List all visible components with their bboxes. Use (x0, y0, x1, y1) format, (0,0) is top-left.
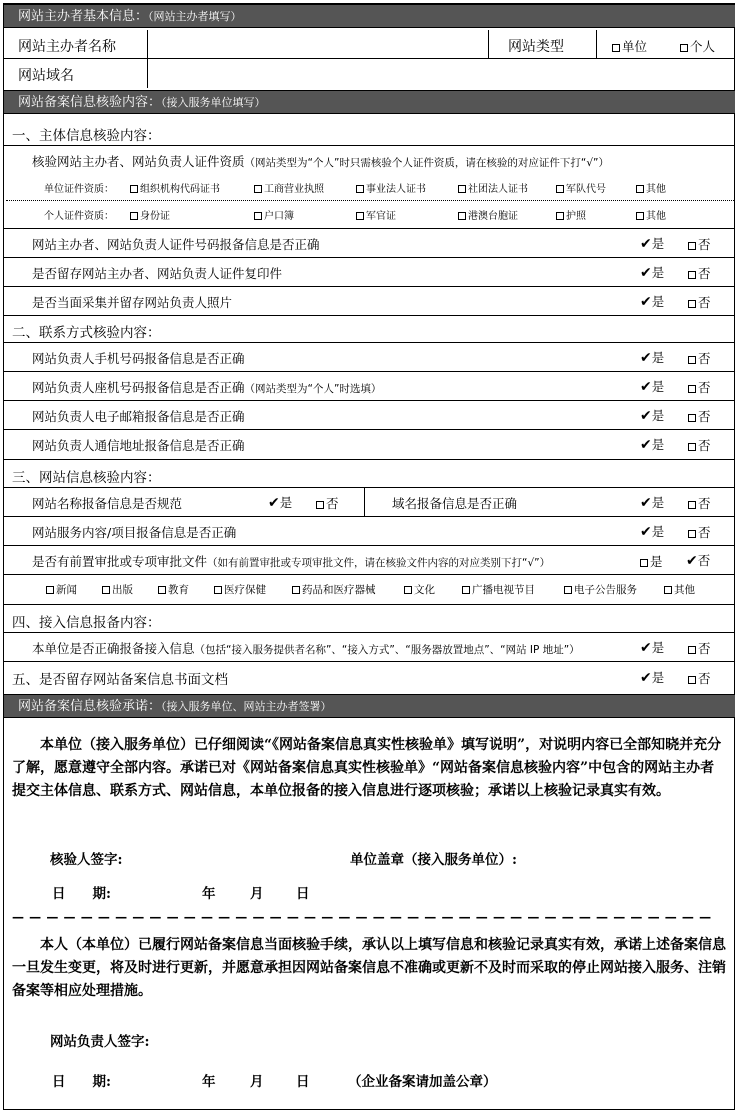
section-title: 网站主办者基本信息： (18, 9, 149, 24)
cut-divider: — — — — — — — — — — — — — — — — — — — — — — — — — — — — — — — — — — — — — — — — — (12, 910, 712, 924)
checkbox-icon (102, 586, 110, 594)
checkbox-icon (130, 185, 138, 193)
access-yes[interactable] (640, 638, 664, 656)
checkbox-option[interactable] (556, 207, 586, 222)
promise-paragraph-2: 本人（本单位）已履行网站备案信息当面核验手续，承认以上填写信息和核验记录真实有效，承诺上述备案信息一旦发生变更，将及时进行更新，并愿意承担因网站备案信息不准确或更新不及时而采取的停止网站接入服务、注销备案等相应处理措施。 (12, 937, 726, 999)
divider (4, 632, 735, 633)
checkbox-icon (292, 586, 300, 594)
checkbox-icon (556, 185, 564, 193)
domain-field[interactable] (148, 59, 734, 87)
no-label: 否 (698, 496, 711, 511)
yes-label: 是 (651, 350, 665, 365)
check-mark-icon: ✔ (640, 408, 652, 424)
approval-yes[interactable] (640, 552, 663, 570)
check-mark-icon: ✔ (640, 350, 652, 366)
option-label: 新闻 (56, 584, 77, 596)
checkbox-icon (664, 586, 672, 594)
check-row-label (32, 349, 245, 367)
option-label: 电子公告服务 (574, 584, 637, 596)
divider (4, 574, 735, 575)
option-label: 军官证 (366, 211, 396, 222)
no-option[interactable] (688, 407, 711, 425)
yes-label: 是 (651, 294, 665, 309)
checkbox-icon (688, 676, 696, 684)
checkbox-icon (688, 242, 696, 250)
no-option[interactable] (688, 293, 711, 311)
option-label: 广播电视节目 (472, 584, 535, 596)
owner-name-label: 网站主办者名称 (18, 39, 116, 55)
no-option[interactable] (688, 378, 711, 396)
checkbox-option[interactable] (404, 582, 435, 597)
checkbox-icon (556, 212, 564, 220)
section-note: （接入服务单位、网站主办者签署） (161, 700, 332, 713)
checkbox-option[interactable] (254, 180, 324, 195)
option-label: 文化 (414, 584, 435, 596)
no-label: 否 (698, 351, 711, 366)
checkbox-option[interactable] (292, 582, 376, 597)
checkbox-option[interactable] (636, 180, 666, 195)
no-label: 否 (698, 438, 711, 453)
check-row-label (32, 378, 381, 396)
domain-label: 网站域名 (18, 68, 74, 84)
no-label: 否 (698, 237, 711, 252)
section-header-owner-info (4, 4, 735, 28)
yes-label: 是 (651, 670, 665, 685)
check-mark-icon: ✔ (640, 524, 652, 540)
no-label: 否 (698, 380, 711, 395)
section-note: （接入服务单位填写） (161, 96, 266, 109)
checkbox-icon (462, 586, 470, 594)
checkbox-icon (214, 586, 222, 594)
checkbox-icon (316, 501, 324, 509)
divider (4, 286, 735, 287)
row-text: 网站负责人通信地址报备信息是否正确 (32, 438, 245, 453)
approval-row (32, 552, 550, 570)
no-option[interactable] (688, 235, 711, 253)
option-label: 组织机构代码证书 (140, 184, 220, 195)
divider (4, 429, 735, 430)
cert-check-text (32, 152, 609, 170)
type-person-option[interactable] (680, 37, 715, 55)
seal-note: （企业备案请加盖公章） (348, 1074, 497, 1090)
yes-option[interactable] (640, 406, 664, 424)
check-mark-icon: ✔ (640, 379, 652, 395)
checkbox-option[interactable] (158, 582, 189, 597)
section-title: 网站备案信息核验内容： (18, 95, 162, 110)
month-label-2: 月 (250, 1074, 264, 1090)
subject-heading: 一、主体信息核验内容： (12, 128, 161, 144)
promise-paragraph-1: 本单位（接入服务单位）已仔细阅读“《网站备案信息真实性核验单》填写说明”，对说明内容已全部知晓并充分了解，愿意遵守全部内容。承诺已对《网站备案信息真实性核验单》“网站备案信息核验内容”中包含的网站主办者提交主体信息、联系方式、网站信息，本单位报备的接入信息进行逐项核验；承诺以上核验记录真实有效。 (12, 737, 722, 799)
divider (4, 315, 735, 316)
checkbox-icon (680, 44, 688, 52)
approval-note: （如有前置审批或专项审批文件，请在核验文件内容的对应类别下打“√”） (207, 557, 551, 569)
option-label: 事业法人证书 (366, 184, 426, 195)
check-mark-icon: ✔ (640, 437, 652, 453)
no-label: 否 (698, 266, 711, 281)
option-label: 其他 (646, 184, 666, 195)
option-label: 个人 (690, 39, 716, 54)
section-title: 网站备案信息核验承诺： (18, 699, 162, 714)
yes-label: 是 (650, 554, 663, 569)
yes-label: 是 (651, 236, 665, 251)
check-mark-icon: ✔ (640, 495, 652, 511)
year-label-2: 年 (202, 1074, 216, 1090)
checkbox-icon (688, 414, 696, 422)
row-text: 是否留存网站主办者、网站负责人证件复印件 (32, 266, 283, 281)
divider (4, 516, 735, 517)
no-label: 否 (698, 295, 711, 310)
no-option[interactable] (688, 264, 711, 282)
option-label: 药品和医疗器械 (302, 584, 376, 596)
option-label: 护照 (566, 211, 586, 222)
checkbox-icon (636, 212, 644, 220)
option-label: 身份证 (140, 211, 170, 222)
yes-option[interactable] (640, 263, 664, 281)
unit-cert-label: 单位证件资质： (44, 184, 114, 195)
service-row-label: 网站服务内容/项目报备信息是否正确 (32, 525, 237, 540)
divider (4, 257, 735, 258)
divider (4, 145, 735, 146)
check-mark-icon: ✔ (640, 670, 652, 686)
site-name-row-label: 网站名称报备信息是否规范 (32, 496, 183, 511)
yes-label: 是 (651, 524, 665, 539)
day-label: 日 (296, 886, 310, 902)
check-mark-icon: ✔ (686, 553, 698, 569)
row-text: 网站负责人电子邮箱报备信息是否正确 (32, 409, 245, 424)
divider (4, 371, 735, 372)
option-label: 医疗保健 (224, 584, 266, 596)
divider (4, 604, 735, 605)
check-row-label (32, 407, 245, 425)
yes-label: 是 (651, 408, 665, 423)
option-label: 港澳台胞证 (468, 211, 518, 222)
row-text: 是否当面采集并留存网站负责人照片 (32, 295, 233, 310)
divider (4, 459, 735, 460)
yes-label: 是 (651, 265, 665, 280)
checkbox-option[interactable] (356, 207, 396, 222)
row-text: 网站负责人手机号码报备信息是否正确 (32, 351, 245, 366)
checkbox-icon (356, 212, 364, 220)
owner-sign-label: 网站负责人签字: (50, 1034, 150, 1050)
checkbox-option[interactable] (214, 582, 266, 597)
section-header-promise (4, 694, 735, 718)
divider (4, 487, 735, 488)
yes-option[interactable] (640, 435, 664, 453)
check-mark-icon: ✔ (640, 236, 652, 252)
no-label: 否 (698, 641, 711, 656)
option-label: 户口簿 (264, 211, 294, 222)
check-mark-icon: ✔ (640, 640, 652, 656)
divider (488, 30, 489, 58)
checkbox-option[interactable] (564, 582, 637, 597)
option-label: 其他 (646, 211, 666, 222)
year-label: 年 (202, 886, 216, 902)
checkbox-icon (640, 559, 648, 567)
row-note: （网站类型为“个人”时选填） (244, 383, 382, 395)
checkbox-icon (356, 185, 364, 193)
divider (596, 30, 597, 58)
check-row-label (32, 436, 245, 454)
checkbox-icon (254, 212, 262, 220)
checkbox-option[interactable] (130, 207, 170, 222)
checkbox-option[interactable] (636, 207, 666, 222)
option-label: 其他 (674, 584, 695, 596)
checkbox-option[interactable] (46, 582, 77, 597)
checkbox-option[interactable] (102, 582, 133, 597)
verifier-sign-label: 核验人签字: (50, 852, 123, 868)
month-label: 月 (250, 886, 264, 902)
written-no[interactable] (688, 669, 711, 687)
access-heading: 四、接入信息报备内容： (12, 615, 161, 631)
yes-option[interactable] (640, 234, 664, 252)
access-label: 本单位是否正确报备接入信息 (32, 641, 195, 656)
access-row (32, 639, 580, 657)
checkbox-icon (636, 185, 644, 193)
siteinfo-heading: 三、网站信息核验内容： (12, 470, 161, 486)
checkbox-icon (564, 586, 572, 594)
option-label: 单位 (622, 39, 648, 54)
domain-no[interactable] (688, 494, 711, 512)
divider (4, 228, 735, 229)
yes-label: 是 (651, 640, 665, 655)
checkbox-icon (158, 586, 166, 594)
option-label: 出版 (112, 584, 133, 596)
yes-label: 是 (279, 495, 293, 510)
owner-name-field[interactable] (148, 30, 488, 58)
checkbox-option[interactable] (556, 180, 606, 195)
unit-seal-label: 单位盖章（接入服务单位）: (350, 852, 517, 868)
divider (4, 661, 735, 662)
option-label: 社团法人证书 (468, 184, 528, 195)
yes-label: 是 (651, 495, 665, 510)
checkbox-icon (688, 501, 696, 509)
type-unit-option[interactable] (612, 37, 647, 55)
approval-label: 是否有前置审批或专项审批文件 (32, 554, 208, 569)
no-option[interactable] (688, 349, 711, 367)
cert-check-note: （网站类型为“个人”时只需核验个人证件资质，请在核验的对应证件下打“√”） (244, 157, 609, 169)
option-label: 教育 (168, 584, 189, 596)
checkbox-icon (458, 212, 466, 220)
checkbox-icon (688, 530, 696, 538)
checkbox-icon (612, 44, 620, 52)
check-row-label (32, 264, 282, 282)
checkbox-icon (458, 185, 466, 193)
day-label-2: 日 (296, 1074, 310, 1090)
site-name-no[interactable] (316, 494, 339, 512)
written-heading: 五、是否留存网站备案信息书面文档 (12, 672, 228, 688)
no-label: 否 (698, 525, 711, 540)
no-label: 否 (698, 671, 711, 686)
no-label: 否 (698, 409, 711, 424)
yes-option[interactable] (640, 348, 664, 366)
checkbox-icon (688, 443, 696, 451)
checkbox-option[interactable] (664, 582, 695, 597)
checkbox-icon (688, 385, 696, 393)
checkbox-icon (688, 646, 696, 654)
domain-yes[interactable] (640, 493, 664, 511)
row-text: 网站负责人座机号码报备信息是否正确 (32, 380, 245, 395)
checkbox-icon (130, 212, 138, 220)
check-mark-icon: ✔ (640, 265, 652, 281)
option-label: 军队代号 (566, 184, 606, 195)
checkbox-icon (46, 586, 54, 594)
checkbox-option[interactable] (462, 582, 535, 597)
divider (4, 545, 735, 546)
contact-heading: 二、联系方式核验内容： (12, 325, 161, 341)
checkbox-option[interactable] (130, 180, 220, 195)
date-label-2: 日 期: (52, 1074, 111, 1090)
no-label: 否 (697, 553, 711, 568)
check-mark-icon: ✔ (268, 495, 280, 511)
dotted-divider (6, 200, 734, 201)
checkbox-icon (688, 300, 696, 308)
divider (4, 342, 735, 343)
checkbox-icon (254, 185, 262, 193)
approval-no[interactable] (686, 551, 710, 569)
site-type-label: 网站类型 (508, 39, 564, 55)
no-option[interactable] (688, 436, 711, 454)
section-header-verification (4, 90, 735, 114)
access-no[interactable] (688, 639, 711, 657)
domain-row-label: 域名报备信息是否正确 (392, 496, 518, 511)
checkbox-option[interactable] (356, 180, 426, 195)
service-yes[interactable] (640, 522, 664, 540)
check-row-label (32, 235, 320, 253)
checkbox-icon (404, 586, 412, 594)
checkbox-option[interactable] (458, 180, 528, 195)
written-yes[interactable] (640, 668, 664, 686)
divider (4, 400, 735, 401)
yes-label: 是 (651, 379, 665, 394)
row-text: 网站主办者、网站负责人证件号码报备信息是否正确 (32, 237, 320, 252)
service-no[interactable] (688, 523, 711, 541)
checkbox-option[interactable] (458, 207, 518, 222)
check-row-label (32, 293, 232, 311)
yes-label: 是 (651, 437, 665, 452)
site-name-yes[interactable] (268, 493, 292, 511)
divider (364, 487, 365, 516)
section-note: （网站主办者填写） (148, 10, 242, 23)
cert-check-label: 核验网站主办者、网站负责人证件资质 (32, 154, 245, 169)
date-label: 日 期: (52, 886, 111, 902)
yes-option[interactable] (640, 292, 664, 310)
no-label: 否 (326, 496, 339, 511)
checkbox-option[interactable] (254, 207, 294, 222)
option-label: 工商营业执照 (264, 184, 324, 195)
yes-option[interactable] (640, 377, 664, 395)
person-cert-label: 个人证件资质： (44, 211, 114, 222)
checkbox-icon (688, 356, 696, 364)
access-note: （包括“接入服务提供者名称”、“接入方式”、“服务器放置地点”、“网站 IP 地址”） (194, 644, 580, 656)
checkbox-icon (688, 271, 696, 279)
check-mark-icon: ✔ (640, 294, 652, 310)
